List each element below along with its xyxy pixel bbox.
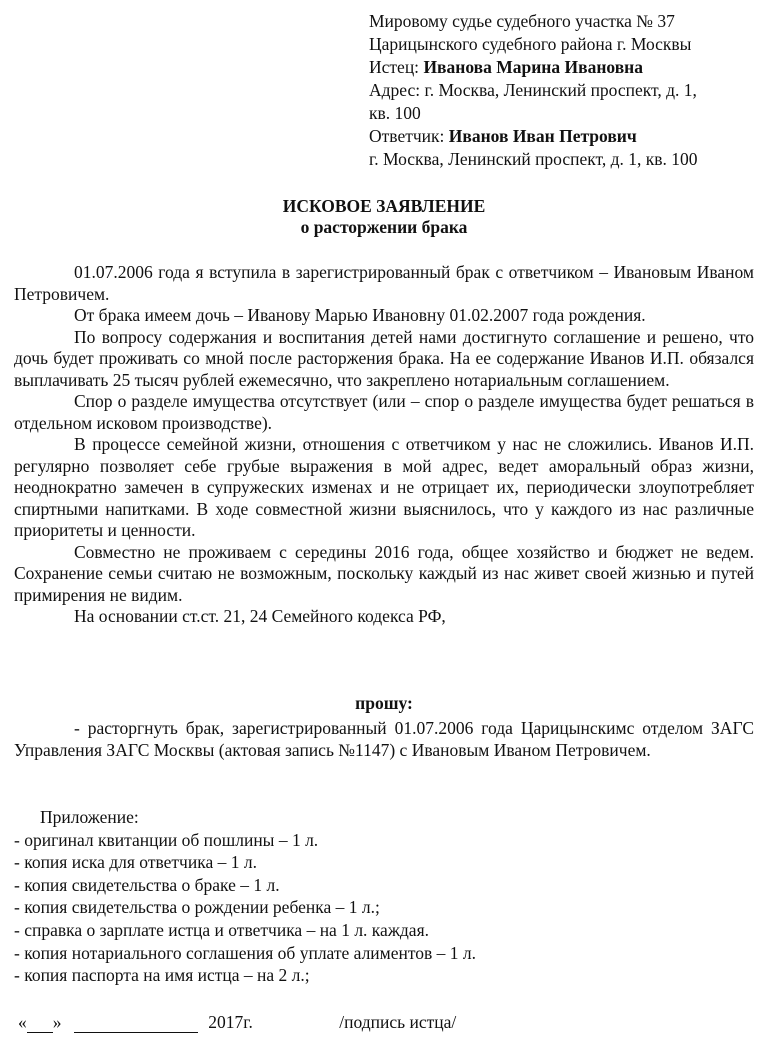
defendant-name: Иванов Иван Петрович — [448, 126, 637, 146]
list-item: - копия паспорта на имя истца – на 2 л.; — [14, 965, 310, 986]
plaintiff-address-1: Адрес: г. Москва, Ленинский проспект, д. 1, — [369, 80, 697, 100]
date-quote-close: » — [52, 1012, 62, 1032]
plaintiff-label: Истец: — [369, 57, 424, 77]
defendant-address: г. Москва, Ленинский проспект, д. 1, кв. 100 — [369, 149, 698, 169]
court-line-2: Царицынского судебного района г. Москвы — [369, 34, 692, 54]
date-year: 2017г. — [208, 1012, 253, 1032]
paragraph-separation: Совместно не проживаем с середины 2016 года, общее хозяйство и бюджет не ведем. Сохранение семьи считаю не возможным, поскольку каждый из нас живет своей жизнью и путей примирения не видим. — [14, 541, 754, 605]
list-item: - копия нотариального соглашения об уплате алиментов – 1 л. — [14, 942, 477, 963]
paragraph-legal-basis: На основании ст.ст. 21, 24 Семейного кодекса РФ, — [74, 606, 446, 626]
attachments-list — [14, 806, 754, 987]
signature-label: /подпись истца/ — [339, 1012, 457, 1032]
request-block — [14, 717, 754, 761]
paragraph-property: Спор о разделе имущества отсутствует (или – спор о разделе имущества будет решаться в отдельном исковом производстве). — [14, 391, 754, 433]
document-title: ИСКОВОЕ ЗАЯВЛЕНИЕ — [282, 196, 486, 216]
list-item: - копия иска для ответчика – 1 л. — [14, 852, 257, 873]
signature-row — [18, 1011, 758, 1033]
defendant-line — [369, 125, 759, 148]
month-blank-line — [74, 1016, 198, 1033]
attachments-title: Приложение: — [40, 807, 139, 827]
defendant-label: Ответчик: — [369, 126, 449, 146]
court-line-1: Мировому судье судебного участка № 37 — [369, 11, 675, 31]
request-heading: прошу: — [355, 693, 413, 713]
paragraph-custody: По вопросу содержания и воспитания детей нами достигнуто соглашение и решено, что дочь будет проживать со мной после расторжения брака. На ее содержание Иванов И.П. обязался выплачивать 25 тысяч рублей ежемесячно, что закреплено нотариальным соглашением. — [14, 326, 754, 390]
claim-body — [14, 262, 754, 628]
paragraph-relations: В процессе семейной жизни, отношения с ответчиком у нас не сложились. Иванов И.П. регулярно позволяет себе грубые выражения в мой адрес, ведет аморальный образ жизни, неоднократно замечен в супружеских изменах и не отрицает их, периодически злоупотребляет спиртными напитками. В ходе совместной жизни выяснилось, что у каждого из нас различные приоритеты и ценности. — [14, 434, 754, 540]
paragraph-marriage: 01.07.2006 года я вступила в зарегистрированный брак с ответчиком – Ивановым Иваном Петровичем. — [14, 262, 754, 304]
date-quote-open: « — [18, 1012, 27, 1032]
day-blank-line — [27, 1016, 53, 1033]
paragraph-child: От брака имеем дочь – Иванову Марью Ивановну 01.02.2007 года рождения. — [74, 305, 646, 325]
plaintiff-name: Иванова Марина Ивановна — [423, 57, 644, 77]
document-subtitle: о расторжении брака — [300, 217, 468, 237]
addressee-block — [369, 10, 759, 171]
plaintiff-address-2: кв. 100 — [369, 103, 421, 123]
list-item: - копия свидетельства о браке – 1 л. — [14, 874, 280, 895]
list-item: - справка о зарплате истца и ответчика – на 1 л. каждая. — [14, 919, 430, 940]
document-title-block — [0, 196, 768, 238]
request-text: - расторгнуть брак, зарегистрированный 01.07.2006 года Царицынскимс отделом ЗАГС Управления ЗАГС Москвы (актовая запись №1147) с Ивановым Иваном Петровичем. — [14, 718, 754, 760]
list-item: - копия свидетельства о рождении ребенка – 1 л.; — [14, 897, 380, 918]
list-item: - оригинал квитанции об пошлины – 1 л. — [14, 829, 319, 850]
plaintiff-line — [369, 56, 759, 79]
